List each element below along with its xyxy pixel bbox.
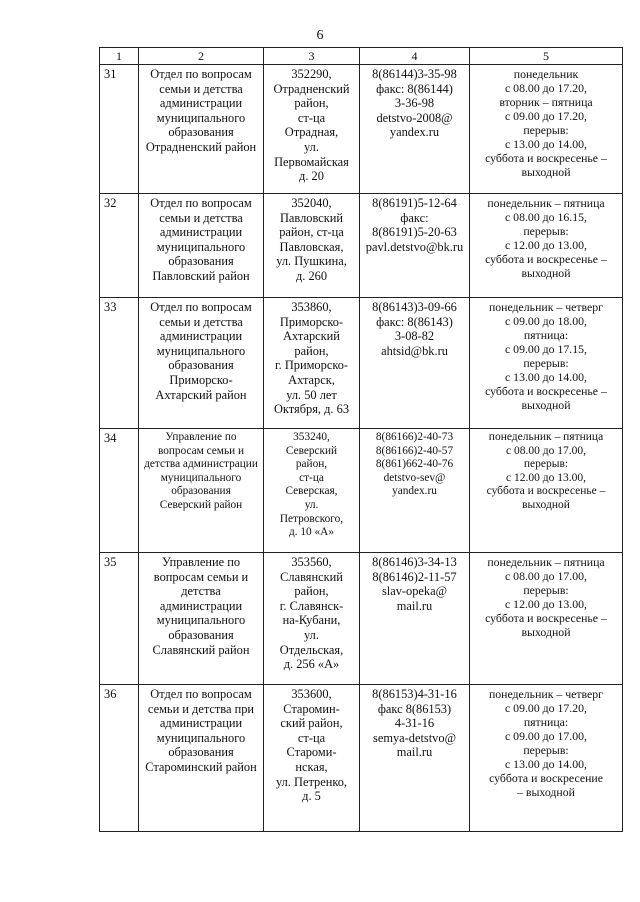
contacts-cell: 8(86166)2-40-73 8(86166)2-40-57 8(861)662-40-76 detstvo-sev@ yandex.ru — [360, 429, 470, 553]
schedule-cell: понедельник с 08.00 до 17.20, вторник – пятница с 09.00 до 17.20, перерыв: с 13.00 до 14.00, суббота и воскресенье – выходной — [470, 65, 623, 194]
table-header-row — [100, 48, 623, 65]
page-number: 6 — [316, 28, 324, 43]
row-number: 33 — [100, 298, 139, 429]
organization-name: Отдел по вопросам семьи и детства администрации муниципального образования Приморско- Ахтарский район — [139, 298, 264, 429]
contacts-cell: 8(86146)3-34-13 8(86146)2-11-57 slav-opeka@ mail.ru — [360, 553, 470, 685]
row-number: 36 — [100, 685, 139, 832]
header-cell: 5 — [470, 48, 623, 65]
schedule-cell: понедельник – пятница с 08.00 до 17.00, перерыв: с 12.00 до 13.00, суббота и воскресенье – выходной — [470, 553, 623, 685]
organization-name: Отдел по вопросам семьи и детства администрации муниципального образования Отрадненский район — [139, 65, 264, 194]
row-number: 32 — [100, 194, 139, 298]
organization-name: Управление по вопросам семьи и детства администрации муниципального образования Северский район — [139, 429, 264, 553]
address-cell: 353860, Приморско- Ахтарский район, г. Приморско- Ахтарск, ул. 50 лет Октября, д. 63 — [264, 298, 360, 429]
table-row — [100, 194, 623, 298]
address-cell: 353600, Старомин- ский район, ст-ца Староми- нская, ул. Петренко, д. 5 — [264, 685, 360, 832]
table-row — [100, 553, 623, 685]
schedule-cell: понедельник – четверг с 09.00 до 17.20, пятница: с 09.00 до 17.00, перерыв: с 13.00 до 14.00, суббота и воскресение – выходной — [470, 685, 623, 832]
contacts-table — [99, 47, 623, 832]
schedule-cell: понедельник – пятница с 08.00 до 17.00, перерыв: с 12.00 до 13.00, суббота и воскресенье – выходной — [470, 429, 623, 553]
schedule-cell: понедельник – пятница с 08.00 до 16.15, перерыв: с 12.00 до 13.00, суббота и воскресенье – выходной — [470, 194, 623, 298]
contacts-cell: 8(86144)3-35-98 факс: 8(86144) 3-36-98 detstvo-2008@ yandex.ru — [360, 65, 470, 194]
table-row — [100, 65, 623, 194]
schedule-cell: понедельник – четверг с 09.00 до 18.00, пятница: с 09.00 до 17.15, перерыв: с 13.00 до 14.00, суббота и воскресенье – выходной — [470, 298, 623, 429]
header-cell: 4 — [360, 48, 470, 65]
contacts-cell: 8(86191)5-12-64 факс: 8(86191)5-20-63 pavl.detstvo@bk.ru — [360, 194, 470, 298]
address-cell: 352290, Отрадненский район, ст-ца Отрадная, ул. Первомайская д. 20 — [264, 65, 360, 194]
table-row — [100, 429, 623, 553]
organization-name: Отдел по вопросам семьи и детства при администрации муниципального образования Староминский район — [139, 685, 264, 832]
row-number: 31 — [100, 65, 139, 194]
table-row — [100, 685, 623, 832]
row-number: 34 — [100, 429, 139, 553]
header-cell: 1 — [100, 48, 139, 65]
organization-name: Отдел по вопросам семьи и детства администрации муниципального образования Павловский район — [139, 194, 264, 298]
address-cell: 353560, Славянский район, г. Славянск- на-Кубани, ул. Отдельская, д. 256 «А» — [264, 553, 360, 685]
table-row — [100, 298, 623, 429]
header-cell: 3 — [264, 48, 360, 65]
contacts-cell: 8(86143)3-09-66 факс: 8(86143) 3-08-82 ahtsid@bk.ru — [360, 298, 470, 429]
organization-name: Управление по вопросам семьи и детства администрации муниципального образования Славянский район — [139, 553, 264, 685]
contacts-cell: 8(86153)4-31-16 факс 8(86153) 4-31-16 semya-detstvo@ mail.ru — [360, 685, 470, 832]
address-cell: 352040, Павловский район, ст-ца Павловская, ул. Пушкина, д. 260 — [264, 194, 360, 298]
address-cell: 353240, Северский район, ст-ца Северская, ул. Петровского, д. 10 «А» — [264, 429, 360, 553]
row-number: 35 — [100, 553, 139, 685]
header-cell: 2 — [139, 48, 264, 65]
